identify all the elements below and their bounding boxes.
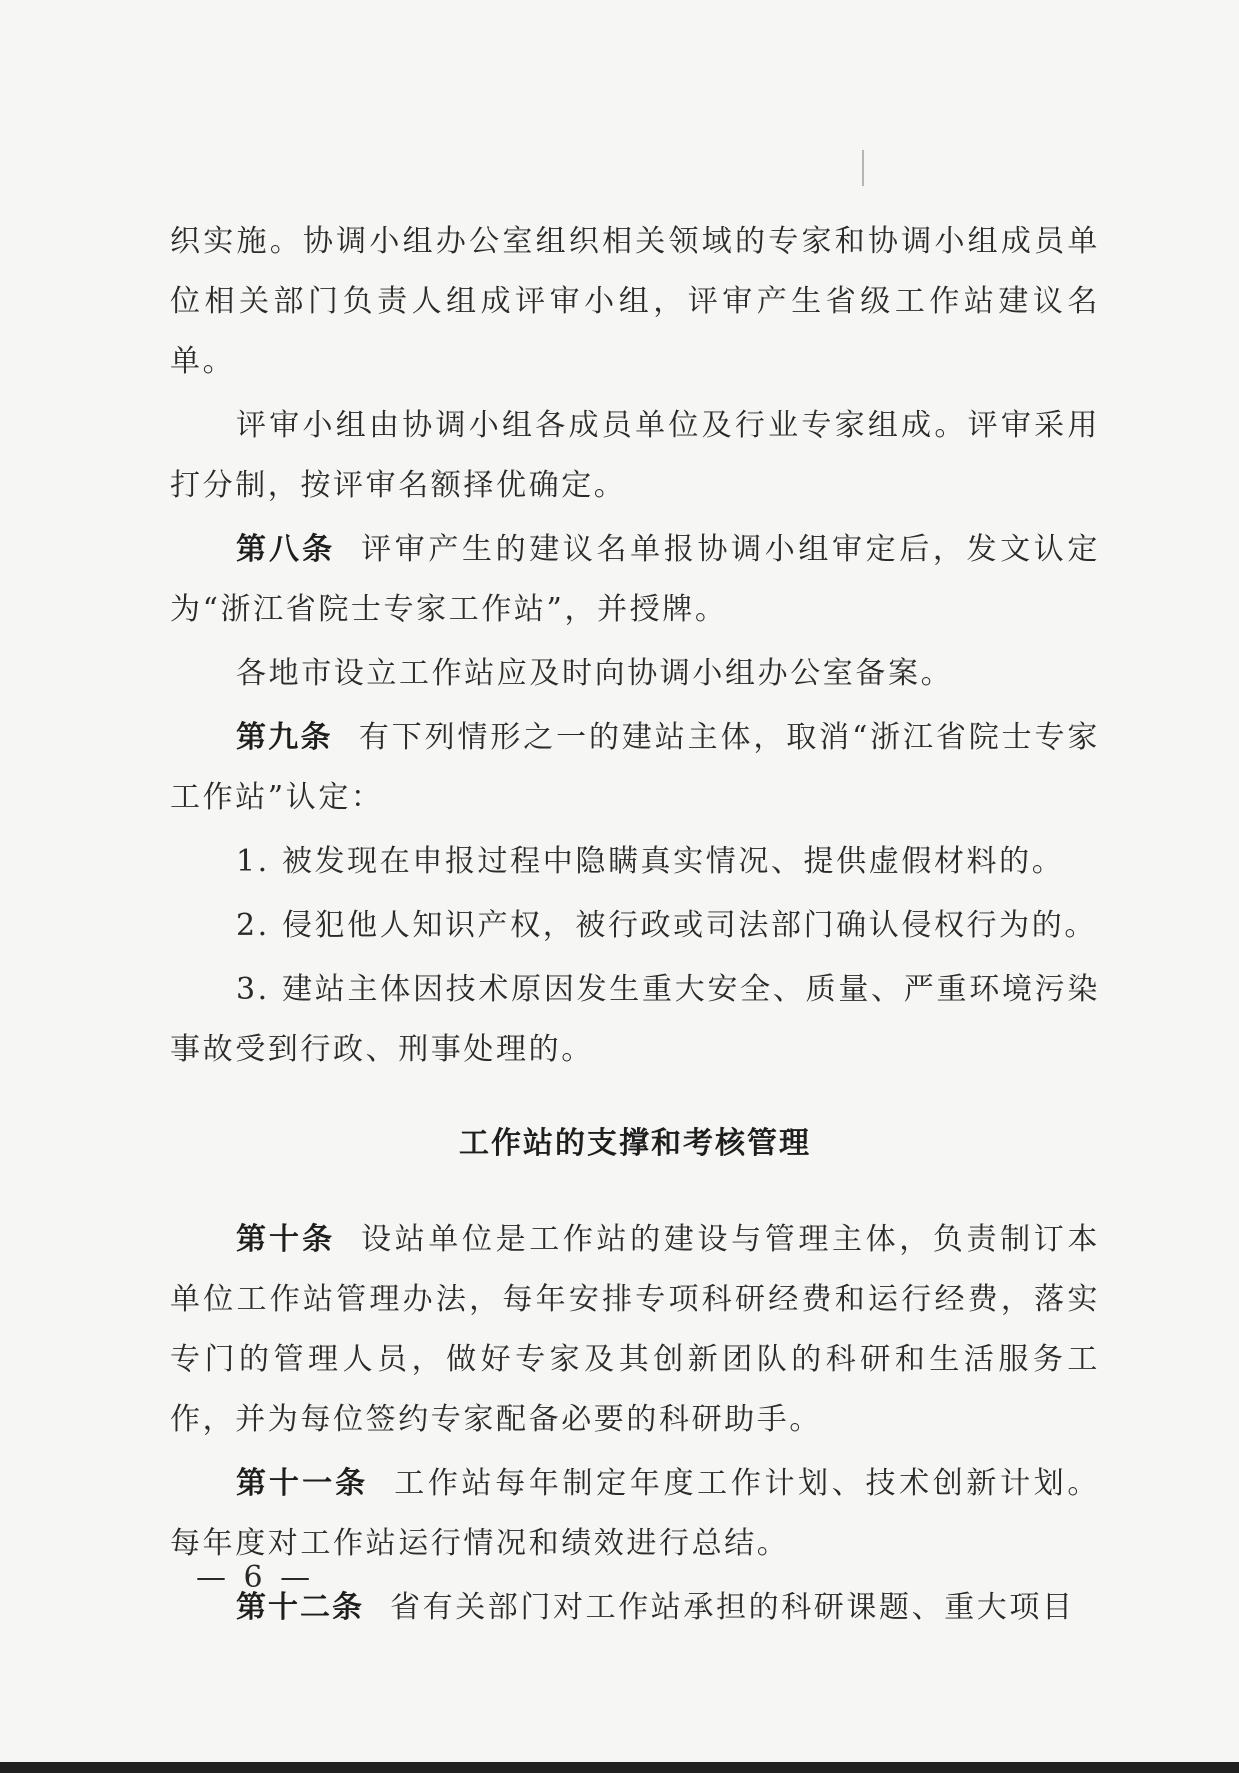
article-heading: 第九条: [236, 720, 333, 755]
paragraph-text: 省有关部门对工作站承担的科研课题、重大项目: [390, 1590, 1075, 1625]
paragraph-text: 织实施。协调小组办公室组织相关领域的专家和协调小组成员单位相关部门负责人组成评审小组，评审产生省级工作站建议名单。: [170, 224, 1100, 379]
paragraph-text: 设站单位是工作站的建设与管理主体，负责制订本单位工作站管理办法，每年安排专项科研经费和运行经费，落实专门的管理人员，做好专家及其创新团队的科研和生活服务工作，并为每位签约专家配备必要的科研助手。: [170, 1222, 1101, 1437]
paragraph-text: 评审小组由协调小组各成员单位及行业专家组成。评审采用打分制，按评审名额择优确定。: [170, 408, 1100, 503]
article-9: [170, 708, 1100, 828]
article-11: [170, 1454, 1100, 1574]
paragraph-text: 各地市设立工作站应及时向协调小组办公室备案。: [236, 656, 954, 691]
article-heading: 第十条: [236, 1222, 336, 1257]
paragraph-text: 工作站每年制定年度工作计划、技术创新计划。每年度对工作站运行情况和绩效进行总结。: [170, 1466, 1100, 1561]
page-number: — 6 —: [196, 1560, 315, 1595]
list-item-3: [170, 960, 1100, 1080]
scan-edge: [0, 1762, 1239, 1773]
document-body: [170, 212, 1100, 1638]
paragraph-continuation: [170, 212, 1100, 392]
article-heading: 第十二条: [236, 1590, 364, 1625]
article-8: [170, 520, 1100, 640]
list-item-2: [170, 896, 1100, 956]
paragraph-text: 1. 被发现在申报过程中隐瞒真实情况、提供虚假材料的。: [236, 844, 1065, 879]
paragraph-text: 有下列情形之一的建站主体，取消“浙江省院士专家工作站”认定：: [170, 720, 1101, 815]
paragraph-filing: [170, 644, 1100, 704]
article-heading: 第八条: [236, 532, 336, 567]
paragraph-text: 评审产生的建议名单报协调小组审定后，发文认定为“浙江省院士专家工作站”，并授牌。: [170, 532, 1101, 627]
article-heading: 第十一条: [236, 1466, 369, 1501]
list-item-1: [170, 832, 1100, 892]
paragraph-text: 2. 侵犯他人知识产权，被行政或司法部门确认侵权行为的。: [236, 908, 1097, 943]
scan-mark: [862, 150, 864, 186]
section-title: 工作站的支撑和考核管理: [459, 1126, 811, 1161]
paragraph-text: 3. 建站主体因技术原因发生重大安全、质量、严重环境污染事故受到行政、刑事处理的。: [170, 972, 1100, 1067]
article-10: [170, 1210, 1100, 1450]
paragraph-review-group: [170, 396, 1100, 516]
